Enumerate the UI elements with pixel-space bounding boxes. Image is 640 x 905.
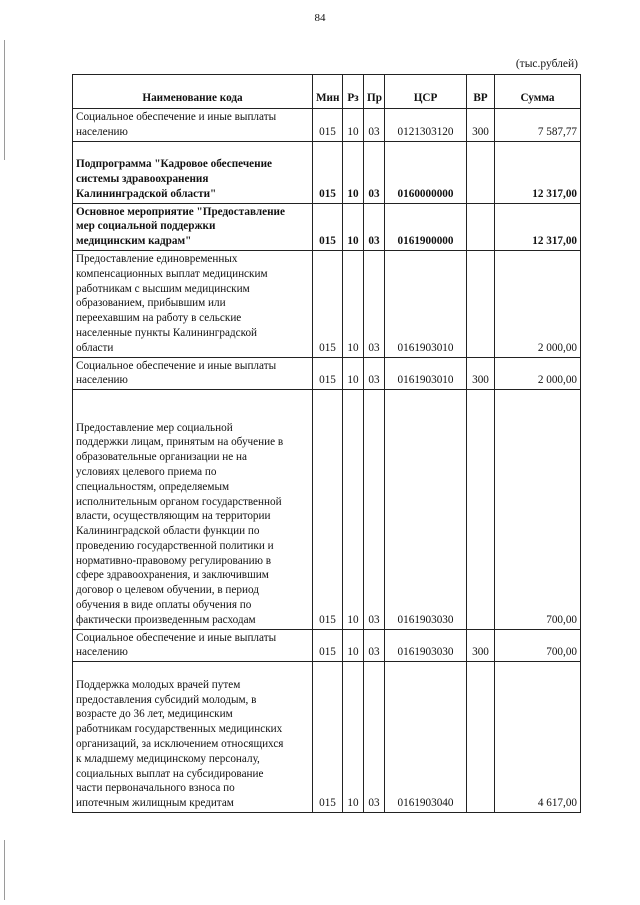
row-min: 015: [313, 629, 343, 662]
row-vr: 300: [467, 357, 495, 390]
row-min: 015: [313, 203, 343, 250]
row-name: Социальное обеспечение и иные выплаты населению: [73, 629, 313, 662]
row-csr: 0161903010: [385, 251, 467, 357]
row-vr: [467, 662, 495, 813]
row-csr: 0160000000: [385, 141, 467, 203]
row-pr: 03: [364, 141, 385, 203]
row-csr: 0161903040: [385, 662, 467, 813]
row-sum: 700,00: [495, 390, 581, 630]
row-csr: 0161903030: [385, 390, 467, 630]
row-csr: 0121303120: [385, 109, 467, 142]
row-rz: 10: [343, 203, 364, 250]
row-sum: 2 000,00: [495, 251, 581, 357]
row-min: 015: [313, 390, 343, 630]
table-row: [73, 141, 581, 203]
table-header-row: [73, 75, 581, 109]
row-sum: 12 317,00: [495, 203, 581, 250]
row-min: 015: [313, 662, 343, 813]
row-pr: 03: [364, 662, 385, 813]
row-pr: 03: [364, 109, 385, 142]
row-name: Социальное обеспечение и иные выплаты населению: [73, 357, 313, 390]
row-min: 015: [313, 141, 343, 203]
row-rz: 10: [343, 251, 364, 357]
row-rz: 10: [343, 390, 364, 630]
table-row: [73, 203, 581, 250]
row-csr: 0161903010: [385, 357, 467, 390]
row-rz: 10: [343, 662, 364, 813]
table-row: [73, 109, 581, 142]
row-name: Поддержка молодых врачей путем предоставления субсидий молодым, в возрасте до 36 лет, медицинским работникам государственных медицинских организаций, за исключением относящихся к младшему медицинскому персоналу, социальных выплат на субсидирование части первоначального взноса по ипотечным жилищным кредитам: [73, 662, 313, 813]
header-vr: ВР: [467, 75, 495, 109]
row-csr: 0161900000: [385, 203, 467, 250]
row-sum: 700,00: [495, 629, 581, 662]
row-rz: 10: [343, 357, 364, 390]
row-min: 015: [313, 251, 343, 357]
header-min: Мин: [313, 75, 343, 109]
row-vr: [467, 141, 495, 203]
row-min: 015: [313, 109, 343, 142]
row-sum: 7 587,77: [495, 109, 581, 142]
row-sum: 4 617,00: [495, 662, 581, 813]
scan-edge-mark: [4, 40, 5, 160]
row-vr: [467, 251, 495, 357]
row-vr: [467, 390, 495, 630]
table-row: [73, 390, 581, 630]
table-row: [73, 357, 581, 390]
row-name: Предоставление единовременных компенсационных выплат медицинским работникам с высшим медицинским образованием, прибывшим или переехавшим на работу в сельские населенные пункты Калининградской области: [73, 251, 313, 357]
scan-edge-mark: [4, 840, 5, 900]
row-pr: 03: [364, 203, 385, 250]
row-pr: 03: [364, 251, 385, 357]
header-name: Наименование кода: [73, 75, 313, 109]
row-rz: 10: [343, 629, 364, 662]
row-pr: 03: [364, 629, 385, 662]
row-rz: 10: [343, 141, 364, 203]
row-name: Социальное обеспечение и иные выплаты населению: [73, 109, 313, 142]
page-number: 84: [314, 12, 326, 24]
row-vr: 300: [467, 629, 495, 662]
header-sum: Сумма: [495, 75, 581, 109]
table-row: [73, 629, 581, 662]
table-row: [73, 662, 581, 813]
budget-table: [72, 74, 581, 813]
row-vr: [467, 203, 495, 250]
header-csr: ЦСР: [385, 75, 467, 109]
row-name: Подпрограмма "Кадровое обеспечение системы здравоохранения Калининградской области": [73, 141, 313, 203]
row-vr: 300: [467, 109, 495, 142]
row-pr: 03: [364, 357, 385, 390]
table-row: [73, 251, 581, 357]
row-sum: 12 317,00: [495, 141, 581, 203]
row-min: 015: [313, 357, 343, 390]
row-name: Основное мероприятие "Предоставление мер социальной поддержки медицинским кадрам": [73, 203, 313, 250]
header-rz: Рз: [343, 75, 364, 109]
row-csr: 0161903030: [385, 629, 467, 662]
units-note: (тыс.рублей): [515, 58, 578, 70]
row-pr: 03: [364, 390, 385, 630]
row-rz: 10: [343, 109, 364, 142]
row-name: Предоставление мер социальной поддержки лицам, принятым на обучение в образовательные организации не на условиях целевого приема по специальностям, определяемым исполнительным органом государственной власти, осуществляющим на территории Калининградской области функции по проведению государственной политики и нормативно-правовому регулированию в сфере здравоохранения, и заключившим договор о целевом обучении, в период обучения в виде оплаты обучения по фактически произведенным расходам: [73, 390, 313, 630]
row-sum: 2 000,00: [495, 357, 581, 390]
header-pr: Пр: [364, 75, 385, 109]
